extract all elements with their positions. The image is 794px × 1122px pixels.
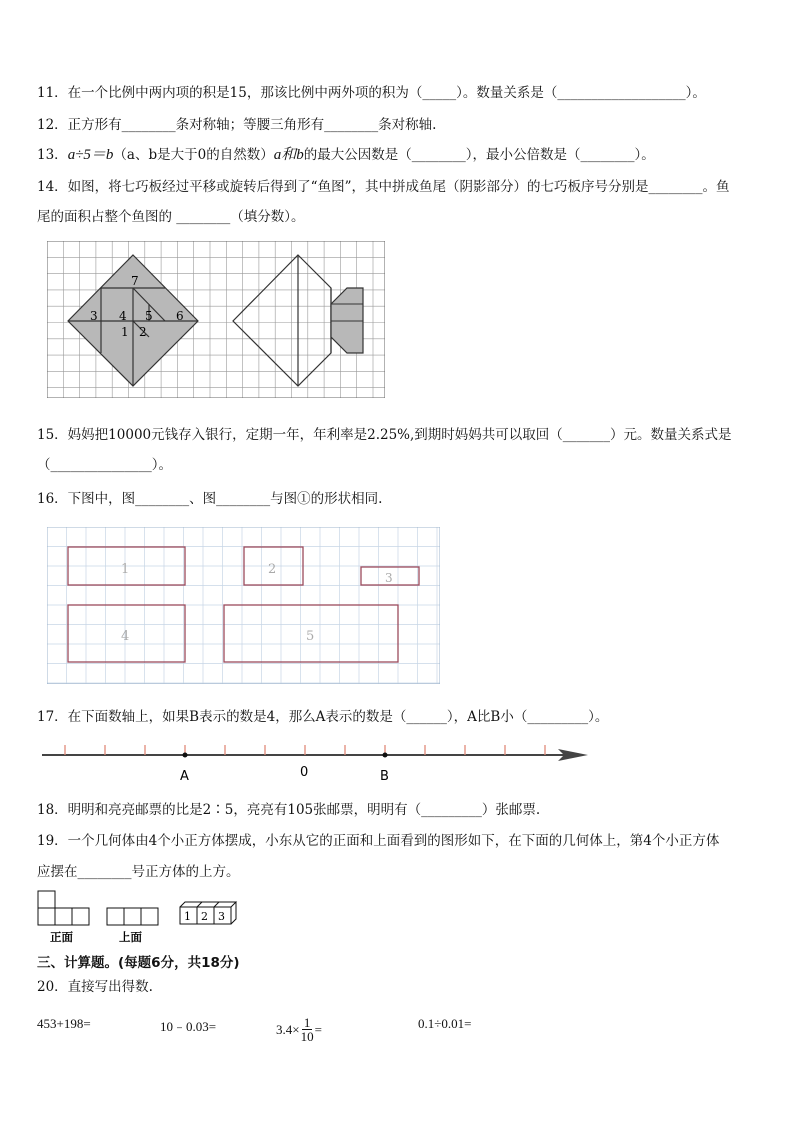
section-3-heading: 三、计算题。(每题6分，共18分) (37, 955, 240, 971)
tangram-label: 1 (121, 325, 129, 339)
question-18: 18．明明和亮亮邮票的比是2∶5，亮亮有105张邮票，明明有（_________）张邮票. (37, 802, 541, 818)
calc-3-suffix: = (314, 1021, 322, 1037)
q13-ab: a和b (273, 147, 304, 163)
cube-number: 1 (184, 910, 191, 923)
question-19-line1: 19．一个几何体由4个小正方体摆成，小东从它的正面和上面看到的图形如下，在下面的几何体上，第4个小正方体 (37, 833, 720, 849)
tangram-fish-figure (47, 241, 385, 398)
question-19-line2: 应摆在________号正方体的上方。 (37, 864, 240, 880)
q13-number: 13． (37, 147, 68, 163)
q13-question: 的最大公因数是（________），最小公倍数是（________）。 (303, 147, 655, 163)
rect-label: 1 (121, 562, 130, 577)
calc-item-1: 453+198= (37, 1016, 91, 1031)
front-view-label: 正面 (50, 930, 73, 944)
question-13 (37, 146, 655, 164)
question-12: 12．正方形有________条对称轴；等腰三角形有________条对称轴. (37, 117, 437, 133)
question-14-line2: 尾的面积占整个鱼图的 ________（填分数）。 (37, 209, 305, 225)
q13-equation: a÷5＝b (67, 147, 114, 163)
views-figure (37, 889, 247, 945)
calc-item-4: 0.1÷0.01= (418, 1016, 472, 1031)
calc-item-3 (276, 1016, 322, 1043)
question-16: 16．下图中，图________、图________与图①的形状相同. (37, 491, 383, 507)
question-11: 11．在一个比例中两内项的积是15，那该比例中两外项的积为（_____）。数量关系是（___________________）。 (37, 85, 706, 101)
rect-label: 5 (306, 629, 315, 644)
fraction-numerator: 1 (303, 1015, 311, 1030)
rect-label: 3 (385, 571, 393, 585)
q13-condition: （a、b是大于0的自然数） (113, 147, 274, 163)
question-15-line2: （_______________）。 (37, 457, 172, 473)
question-20: 20．直接写出得数. (37, 979, 153, 995)
axis-label-a: A (180, 769, 189, 784)
tangram-label: 2 (139, 325, 147, 339)
fraction-denominator: 10 (300, 1029, 314, 1044)
axis-label-b: B (380, 769, 389, 784)
rectangles-figure (47, 527, 440, 684)
question-15-line1: 15．妈妈把10000元钱存入银行，定期一年，年利率是2.25%,到期时妈妈共可以取回（_______）元。数量关系式是 (37, 427, 732, 443)
number-line (40, 740, 590, 785)
tangram-label: 7 (131, 274, 139, 288)
rect-label: 2 (268, 562, 277, 577)
top-view-label: 上面 (119, 930, 142, 944)
axis-label-zero: 0 (300, 765, 309, 780)
calc-3-prefix: 3.4× (276, 1021, 300, 1037)
fraction (301, 1016, 314, 1043)
tangram-label: 3 (90, 309, 98, 323)
cube-number: 2 (201, 910, 208, 923)
fish-body (233, 255, 331, 386)
tangram-label: 5 (145, 309, 153, 323)
tangram-label: 6 (176, 309, 184, 323)
question-17: 17．在下面数轴上，如果B表示的数是4，那么A表示的数是（______），A比B小（_________）。 (37, 709, 609, 725)
question-14-line1: 14．如图，将七巧板经过平移或旋转后得到了“鱼图”，其中拼成鱼尾（阴影部分）的七巧板序号分别是________。鱼 (37, 179, 730, 195)
calc-item-2: 10﹣0.03= (160, 1019, 217, 1034)
cube-number: 3 (218, 910, 225, 923)
rect-label: 4 (121, 629, 130, 644)
tangram-label: 4 (119, 309, 127, 323)
